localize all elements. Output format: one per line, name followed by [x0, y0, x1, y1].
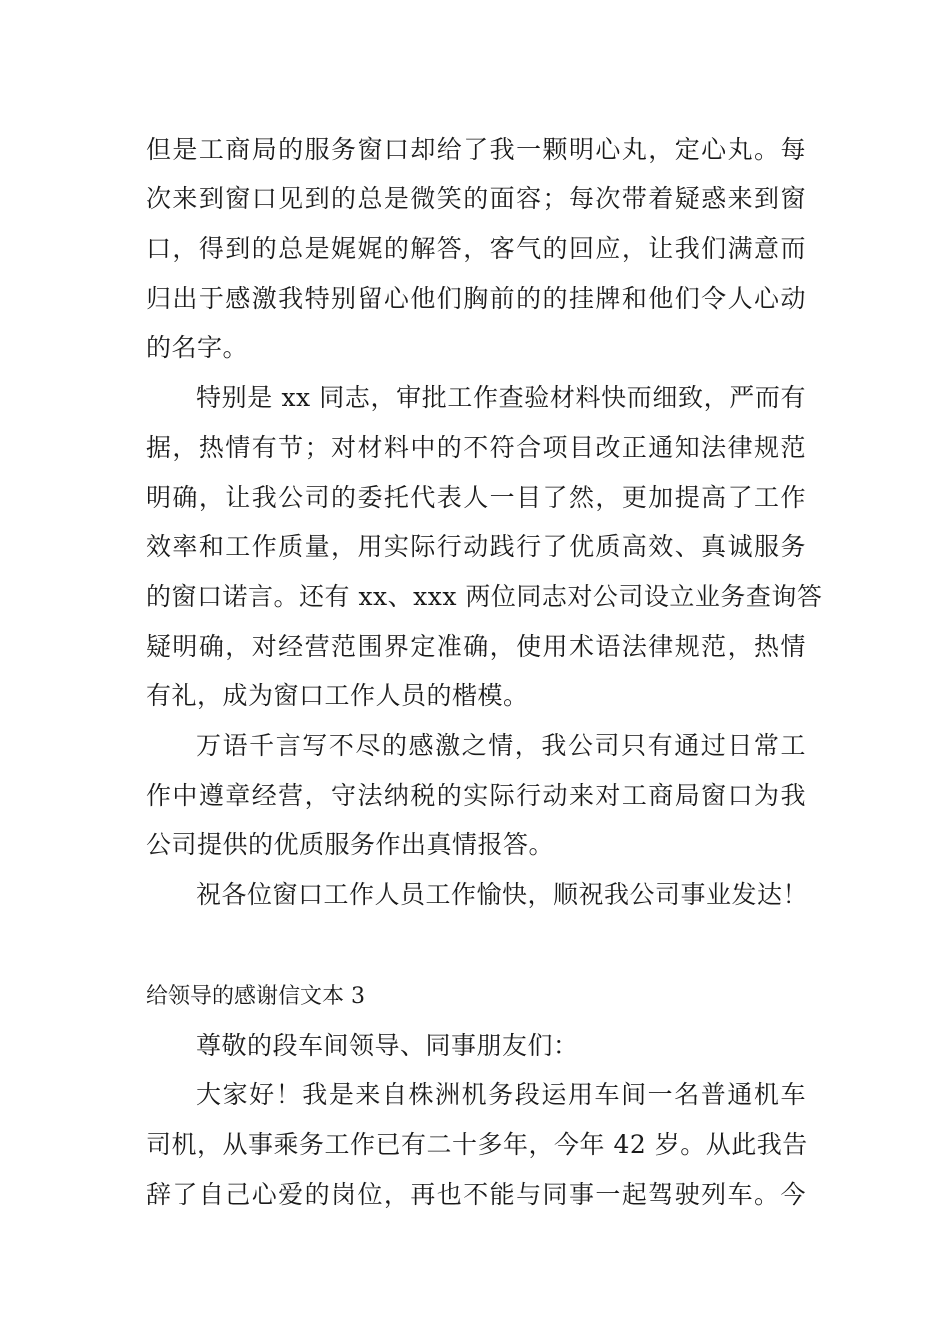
paragraph-line: 司机，从事乘务工作已有二十多年，今年 42 岁。从此我告	[146, 1130, 808, 1159]
paragraph-line: 的窗口诺言。还有 xx、xxx 两位同志对公司设立业务查询答	[146, 582, 823, 611]
paragraph-line: 疑明确，对经营范围界定准确，使用术语法律规范，热情	[146, 632, 806, 661]
paragraph-line: 万语千言写不尽的感激之情，我公司只有通过日常工	[196, 731, 806, 760]
paragraph-line: 归出于感激我特别留心他们胸前的的挂牌和他们令人心动	[146, 284, 806, 313]
paragraph-line: 大家好！我是来自株洲机务段运用车间一名普通机车	[196, 1080, 806, 1109]
paragraph-line: 次来到窗口见到的总是微笑的面容；每次带着疑惑来到窗	[146, 184, 806, 213]
paragraph-line: 的名字。	[146, 333, 249, 362]
paragraph-line: 特别是 xx 同志，审批工作查验材料快而细致，严而有	[196, 383, 806, 412]
paragraph-line: 据，热情有节；对材料中的不符合项目改正通知法律规范	[146, 433, 806, 462]
paragraph-line: 效率和工作质量，用实际行动践行了优质高效、真诚服务	[146, 532, 806, 561]
paragraph-line: 辞了自己心爱的岗位，再也不能与同事一起驾驶列车。今	[146, 1180, 806, 1209]
paragraph-line: 祝各位窗口工作人员工作愉快，顺祝我公司事业发达！	[196, 880, 809, 909]
paragraph-line: 口，得到的总是娓娓的解答，客气的回应，让我们满意而	[146, 234, 806, 263]
paragraph-line: 作中遵章经营，守法纳税的实际行动来对工商局窗口为我	[146, 781, 806, 810]
salutation-line: 尊敬的段车间领导、同事朋友们：	[196, 1031, 579, 1060]
paragraph-line: 但是工商局的服务窗口却给了我一颗明心丸，定心丸。每	[146, 135, 806, 164]
paragraph-line: 有礼，成为窗口工作人员的楷模。	[146, 681, 529, 710]
paragraph-line: 公司提供的优质服务作出真情报答。	[146, 830, 555, 859]
section-heading: 给领导的感谢信文本 3	[146, 984, 365, 1009]
paragraph-line: 明确，让我公司的委托代表人一目了然，更加提高了工作	[146, 483, 806, 512]
